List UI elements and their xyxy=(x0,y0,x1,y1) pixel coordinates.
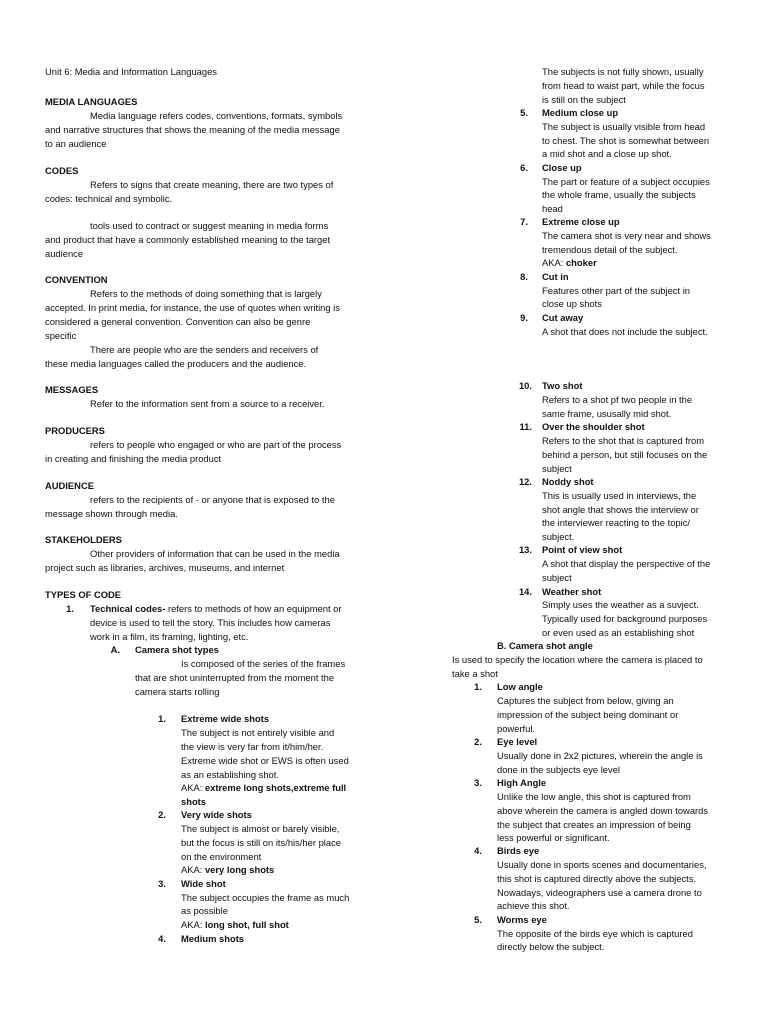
paragraph-line: behind a person, but still focuses on the xyxy=(542,449,708,460)
paragraph-line: the whole frame, usually the subjects xyxy=(542,189,696,200)
paragraph-line: shot angle that shows the interview or xyxy=(542,504,699,515)
paragraph-line: close up shots xyxy=(542,298,602,309)
paragraph-line: camera starts rolling xyxy=(135,686,220,697)
paragraph-line: Is composed of the series of the frames xyxy=(181,658,346,669)
paragraph-line: refers to the recipients of - or anyone that is exposed to the xyxy=(90,494,335,505)
paragraph-line: less powerful or significant. xyxy=(497,832,610,843)
paragraph-line: above wherein the camera is angled down towards xyxy=(497,805,709,816)
paragraph-line: The opposite of the birds eye which is captured xyxy=(497,928,693,939)
aka-prefix: AKA: xyxy=(542,257,566,268)
subsection-heading-camera-shot-types: Camera shot types xyxy=(135,644,219,655)
paragraph-line: subject. xyxy=(542,531,575,542)
paragraph-line: tools used to contract or suggest meaning in media forms xyxy=(90,220,329,231)
paragraph-line: The camera shot is very near and shows xyxy=(542,230,711,241)
aka-line xyxy=(181,918,289,932)
paragraph-line: The subjects is not fully shown, usually xyxy=(542,66,704,77)
list-number: 9. xyxy=(520,312,528,323)
list-item-technical-codes xyxy=(90,602,342,616)
angle-title: Birds eye xyxy=(497,845,540,856)
paragraph-line: Extreme wide shot or EWS is often used xyxy=(181,755,349,766)
document-title: Unit 6: Media and Information Languages xyxy=(45,66,217,77)
list-number: 2. xyxy=(474,736,482,747)
paragraph-line: Refers to the methods of doing something that is largely xyxy=(90,288,322,299)
section-heading-codes: CODES xyxy=(45,165,79,176)
paragraph-line: project such as libraries, archives, museums, and internet xyxy=(45,562,285,573)
aka-value: very long shots xyxy=(204,864,275,875)
paragraph-line: Is used to specify the location where the camera is placed to xyxy=(452,654,703,665)
paragraph-line: A shot that does not include the subject. xyxy=(542,326,708,337)
paragraph-line: There are people who are the senders and receivers of xyxy=(90,344,319,355)
list-number: 1. xyxy=(66,603,74,614)
paragraph-line: A shot that display the perspective of the xyxy=(542,558,711,569)
paragraph-line: is still on the subject xyxy=(542,94,626,105)
paragraph-line: Unlike the low angle, this shot is captured from xyxy=(497,791,691,802)
paragraph-line: Refers to a shot pf two people in the xyxy=(542,394,693,405)
paragraph-line: device is used to tell the story. This includes how cameras xyxy=(90,617,331,628)
section-heading-messages: MESSAGES xyxy=(45,384,99,395)
paragraph-line: audience xyxy=(45,248,84,259)
paragraph-line: done in the subjects eye level xyxy=(497,764,620,775)
section-heading-stakeholders: STAKEHOLDERS xyxy=(45,534,122,545)
aka-prefix: AKA: xyxy=(181,864,205,875)
aka-value: choker xyxy=(565,257,597,268)
paragraph-line: the subject that creates an impression of being xyxy=(497,819,691,830)
paragraph-line: in creating and finishing the media product xyxy=(45,453,222,464)
list-number: 3. xyxy=(158,878,166,889)
paragraph-line: these media languages called the producers and the audience. xyxy=(45,358,307,369)
paragraph-line: The subject is almost or barely visible, xyxy=(181,823,340,834)
paragraph-line: considered a general convention. Convention can also be genre xyxy=(45,316,311,327)
list-number: 1. xyxy=(158,713,166,724)
list-number: 6. xyxy=(520,162,528,173)
aka-value: extreme long shots,extreme full xyxy=(204,782,347,793)
shot-title: Weather shot xyxy=(542,586,602,597)
paragraph-line: powerful. xyxy=(497,723,536,734)
list-number: 10. xyxy=(518,380,532,391)
section-heading-convention: CONVENTION xyxy=(45,274,108,285)
section-heading-producers: PRODUCERS xyxy=(45,425,105,436)
section-heading-types-of-code: TYPES OF CODE xyxy=(45,589,122,600)
paragraph-line: Nowadays, videographers use a camera drone to xyxy=(497,887,702,898)
shot-title: Two shot xyxy=(542,380,583,391)
list-letter: A. xyxy=(110,644,120,655)
shot-title: Medium shots xyxy=(181,933,245,944)
paragraph-line: The part or feature of a subject occupies xyxy=(542,176,710,187)
paragraph-line: as possible xyxy=(181,905,228,916)
list-number: 12. xyxy=(518,476,532,487)
paragraph-line: Captures the subject from below, giving an xyxy=(497,695,674,706)
paragraph-line: specific xyxy=(45,330,77,341)
list-number: 8. xyxy=(520,271,528,282)
list-item-text: refers to methods of how an equipment or xyxy=(165,603,342,614)
paragraph-line: subject xyxy=(542,572,572,583)
paragraph-line: take a shot xyxy=(452,668,498,679)
list-number: 11. xyxy=(519,421,532,432)
shot-title: Extreme wide shots xyxy=(181,713,270,724)
paragraph-line: refers to people who engaged or who are part of the process xyxy=(90,439,342,450)
paragraph-line: Other providers of information that can be used in the media xyxy=(90,548,340,559)
paragraph-line: Simply uses the weather as a suvject. xyxy=(542,599,699,610)
paragraph-line: codes: technical and symbolic. xyxy=(45,193,173,204)
shot-title: Cut away xyxy=(542,312,584,323)
paragraph-line: and narrative structures that shows the meaning of the media message xyxy=(45,124,340,135)
list-number: 7. xyxy=(520,216,528,227)
angle-title: High Angle xyxy=(497,777,547,788)
paragraph-line: directly below the subject. xyxy=(497,941,605,952)
paragraph-line: or even used as an establishing shot xyxy=(542,627,695,638)
aka-line xyxy=(542,256,597,270)
list-number: 2. xyxy=(158,809,166,820)
paragraph-line: but the focus is still on its/his/her place xyxy=(181,837,341,848)
paragraph-line: The subject occupies the frame as much xyxy=(181,892,350,903)
paragraph-line: achieve this shot. xyxy=(497,900,570,911)
shot-title: Medium close up xyxy=(542,107,619,118)
paragraph-line: the view is very far from it/him/her. xyxy=(181,741,324,752)
paragraph-line: subject xyxy=(542,463,572,474)
angle-title: Worms eye xyxy=(497,914,547,925)
paragraph-line: a mid shot and a close up shot. xyxy=(542,148,672,159)
paragraph-line: work in a film, its framing, lighting, etc. xyxy=(90,631,249,642)
paragraph-line: from head to waist part, while the focus xyxy=(542,80,705,91)
paragraph-line: The subject is usually visible from head xyxy=(542,121,706,132)
list-number: 5. xyxy=(520,107,528,118)
aka-line xyxy=(181,781,346,795)
paragraph-line: Refers to signs that create meaning, there are two types of xyxy=(90,179,334,190)
paragraph-line: Usually done in sports scenes and documentaries, xyxy=(497,859,707,870)
paragraph-line: as an establishing shot. xyxy=(181,769,279,780)
aka-value-continued: shots xyxy=(181,796,207,807)
paragraph-line: same frame, ususally mid shot. xyxy=(542,408,672,419)
section-heading-media-languages: MEDIA LANGUAGES xyxy=(45,96,138,107)
paragraph-line: impression of the subject being dominant or xyxy=(497,709,679,720)
aka-prefix: AKA: xyxy=(181,919,205,930)
paragraph-line: and product that have a commonly established meaning to the target xyxy=(45,234,331,245)
paragraph-line: Refer to the information sent from a source to a receiver. xyxy=(90,398,325,409)
subsection-heading-camera-shot-angle: B. Camera shot angle xyxy=(497,640,593,651)
list-number: 4. xyxy=(158,933,166,944)
shot-title: Over the shoulder shot xyxy=(542,421,645,432)
list-number: 3. xyxy=(474,777,482,788)
paragraph-line: Usually done in 2x2 pictures, wherein the angle is xyxy=(497,750,703,761)
list-item-title: Technical codes- xyxy=(90,603,166,614)
list-number: 5. xyxy=(474,914,482,925)
list-number: 4. xyxy=(474,845,482,856)
list-number: 13. xyxy=(518,544,532,555)
paragraph-line: Refers to the shot that is captured from xyxy=(542,435,705,446)
paragraph-line: this shot is captured directly above the subjects. xyxy=(497,873,697,884)
shot-title: Cut in xyxy=(542,271,569,282)
paragraph-line: head xyxy=(542,203,563,214)
angle-title: Eye level xyxy=(497,736,538,747)
section-heading-audience: AUDIENCE xyxy=(45,480,94,491)
paragraph-line: Features other part of the subject in xyxy=(542,285,690,296)
list-number: 14. xyxy=(518,586,532,597)
paragraph-line: accepted. In print media, for instance, the use of quotes when writing is xyxy=(45,302,340,313)
shot-title: Close up xyxy=(542,162,582,173)
paragraph-line: Media language refers codes, conventions, formats, symbols xyxy=(90,110,343,121)
paragraph-line: to chest. The shot is somewhat between xyxy=(542,135,710,146)
shot-title: Extreme close up xyxy=(542,216,620,227)
paragraph-line: Typically used for background purposes xyxy=(542,613,708,624)
paragraph-line: the interviewer reacting to the topic/ xyxy=(542,517,690,528)
paragraph-line: tremendous detail of the subject. xyxy=(542,244,678,255)
list-number: 1. xyxy=(474,681,482,692)
angle-title: Low angle xyxy=(497,681,543,692)
shot-title: Wide shot xyxy=(181,878,226,889)
shot-title: Point of view shot xyxy=(542,544,623,555)
aka-prefix: AKA: xyxy=(181,782,205,793)
paragraph-line: The subject is not entirely visible and xyxy=(181,727,335,738)
paragraph-line: to an audience xyxy=(45,138,107,149)
paragraph-line: This is usually used in interviews, the xyxy=(542,490,697,501)
paragraph-line: that are shot uninterrupted from the moment the xyxy=(135,672,335,683)
paragraph-line: message shown through media. xyxy=(45,508,178,519)
aka-value: long shot, full shot xyxy=(204,919,289,930)
aka-line xyxy=(181,863,274,877)
paragraph-line: on the environment xyxy=(181,851,262,862)
shot-title: Very wide shots xyxy=(181,809,252,820)
shot-title: Noddy shot xyxy=(542,476,594,487)
